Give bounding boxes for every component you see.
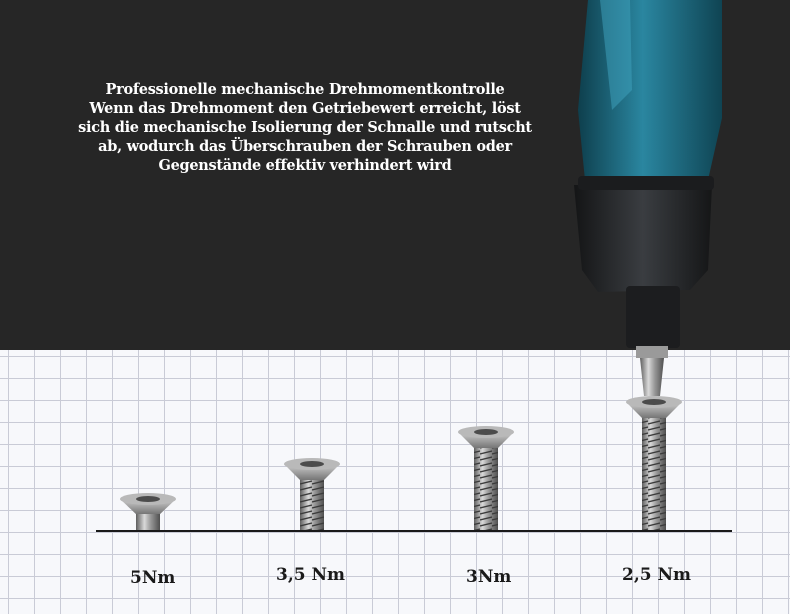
torque-label-2-5nm: 2,5 Nm xyxy=(622,565,692,585)
screw-icon xyxy=(626,396,682,530)
torque-label-5nm: 5Nm xyxy=(130,568,176,588)
screw-icon xyxy=(284,458,340,530)
screw-icon xyxy=(458,426,514,530)
torque-label-3-5nm: 3,5 Nm xyxy=(276,565,346,585)
headline-line: ab, wodurch das Überschrauben der Schrauben oder xyxy=(98,138,512,155)
headline-line: sich die mechanische Isolierung der Schnalle und rutscht xyxy=(78,119,532,136)
torque-label-3nm: 3Nm xyxy=(466,567,512,587)
screwdriver-icon xyxy=(574,0,722,396)
headline-line: Professionelle mechanische Drehmomentkontrolle xyxy=(105,81,505,98)
headline-text xyxy=(55,80,555,175)
headline-line: Gegenstände effektiv verhindert wird xyxy=(158,157,452,174)
screw-icon xyxy=(120,493,176,530)
headline-line: Wenn das Drehmoment den Getriebewert erreicht, löst xyxy=(89,100,521,117)
